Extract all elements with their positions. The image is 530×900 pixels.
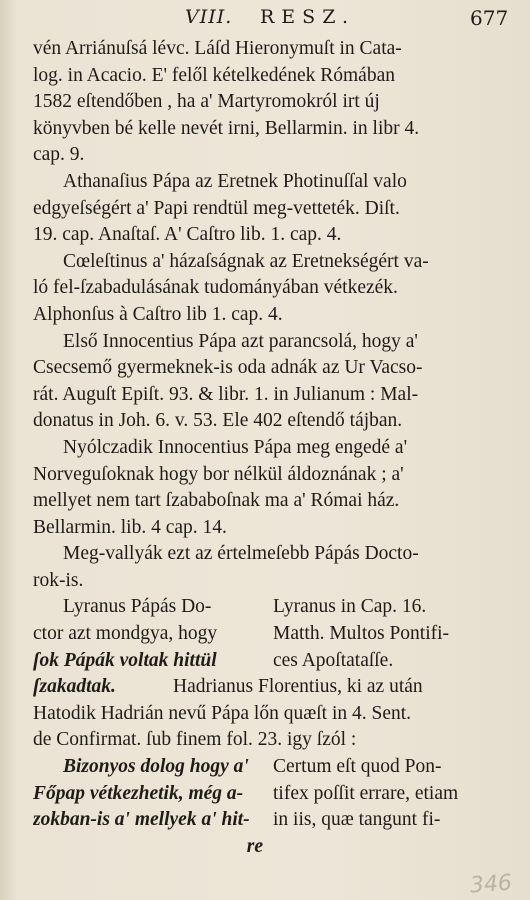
text-line: Csecsemő gyermeknek-is oda adnák az Ur Vacso- [33, 357, 423, 379]
text-line: cap. 9. [33, 144, 85, 166]
page-body [33, 36, 511, 860]
header-section-number: VIII. [185, 6, 233, 28]
text-line: ces Apoſtataſſe. [273, 649, 394, 671]
paragraph-innocentius-first [33, 329, 511, 435]
text-line: Certum eſt quod Pon- [273, 756, 442, 778]
text-line: de Confirmat. ſub finem fol. 23. igy ſzól : [33, 729, 357, 751]
header-title: RESZ. [260, 6, 356, 28]
text-line: Lyranus Pápás Do- [63, 596, 212, 618]
text-line: 1582 eſtendőben , ha a' Martyromokról irt új [33, 91, 380, 113]
text-line: ctor azt mondgya, hogy [33, 623, 218, 645]
text-line: Meg-vallyák ezt az értelmeſebb Pápás Docto- [63, 543, 419, 565]
text-line: 19. cap. Anaſtaſ. A' Caſtro lib. 1. cap. 4. [33, 224, 342, 246]
text-line: tifex poſſit errare, etiam [273, 782, 459, 804]
text-line: log. in Acacio. E' felől kételkedének Rómában [33, 64, 395, 86]
hungarian-column [33, 754, 273, 860]
paragraph-innocentius-eighth [33, 435, 511, 541]
latin-column [273, 754, 511, 860]
pencil-folio-number: 346 [469, 870, 513, 899]
text-line: Cœleſtinus a' házaſságnak az Eretnekségért va- [63, 250, 429, 272]
text-line: ló fel-ſzabadulásának tudományában vétkezék. [33, 277, 398, 299]
text-line: Athanaſius Pápa az Eretnek Photinuſſal valo [63, 170, 407, 192]
text-line: Norveguſoknak hogy bor nélkül áldoznának ; a' [33, 463, 404, 485]
text-line: Hadrianus Florentius, ki az után [173, 676, 423, 698]
paragraph-doctors [33, 541, 511, 594]
text-line: Matth. Multos Pontifi- [273, 623, 450, 645]
text-line: Első Innocentius Pápa azt parancsolá, hogy a' [63, 330, 418, 352]
page-number: 677 [470, 6, 509, 30]
text-line: rok-is. [33, 569, 84, 591]
text-line: mellyet nem tart ſzababoſnak ma a' Római ház. [33, 490, 400, 512]
text-line: Alphonſus à Caſtro lib 1. cap. 4. [33, 303, 283, 325]
text-line: Bellarmin. lib. 4 cap. 14. [33, 516, 227, 538]
text-line: ſzakadtak. [33, 676, 116, 698]
text-line: donatus in Joh. 6. v. 53. Ele 402 eſtendő tájban. [33, 410, 403, 432]
text-line: ſok Pápák voltak hittül [33, 649, 217, 671]
text-line: Nyólczadik Innocentius Pápa meg engedé a' [63, 436, 408, 458]
catchword: re [246, 835, 263, 857]
paragraph-athanasius [33, 169, 511, 249]
text-line: in iis, quæ tangunt fi- [273, 809, 441, 831]
text-line: zokban-is a' mellyek a' hit- [33, 809, 250, 831]
text-line: vén Arriánuſsá lévc. Láſd Hieronymuſt in Cata- [33, 38, 402, 59]
text-line: könyvben bé kelle nevét irni, Bellarmin. in libr 4. [33, 117, 420, 139]
text-line: Bizonyos dolog hogy a' [63, 756, 249, 778]
text-line: Lyranus in Cap. 16. [273, 596, 427, 618]
text-line: Hatodik Hadrián nevű Pápa lőn quæſt in 4. Sent. [33, 702, 412, 724]
paragraph-coelestinus [33, 249, 511, 329]
text-line: edgyeſségért a' Papi rendtül meg-vetteték. Diſt. [33, 197, 400, 219]
text-line: rát. Auguſt Epiſt. 93. & libr. 1. in Julianum : Mal- [33, 383, 419, 405]
running-header [0, 4, 530, 34]
text-line: Főpap vétkezhetik, még a- [33, 782, 244, 804]
parallel-columns-hadrianus [33, 754, 511, 860]
